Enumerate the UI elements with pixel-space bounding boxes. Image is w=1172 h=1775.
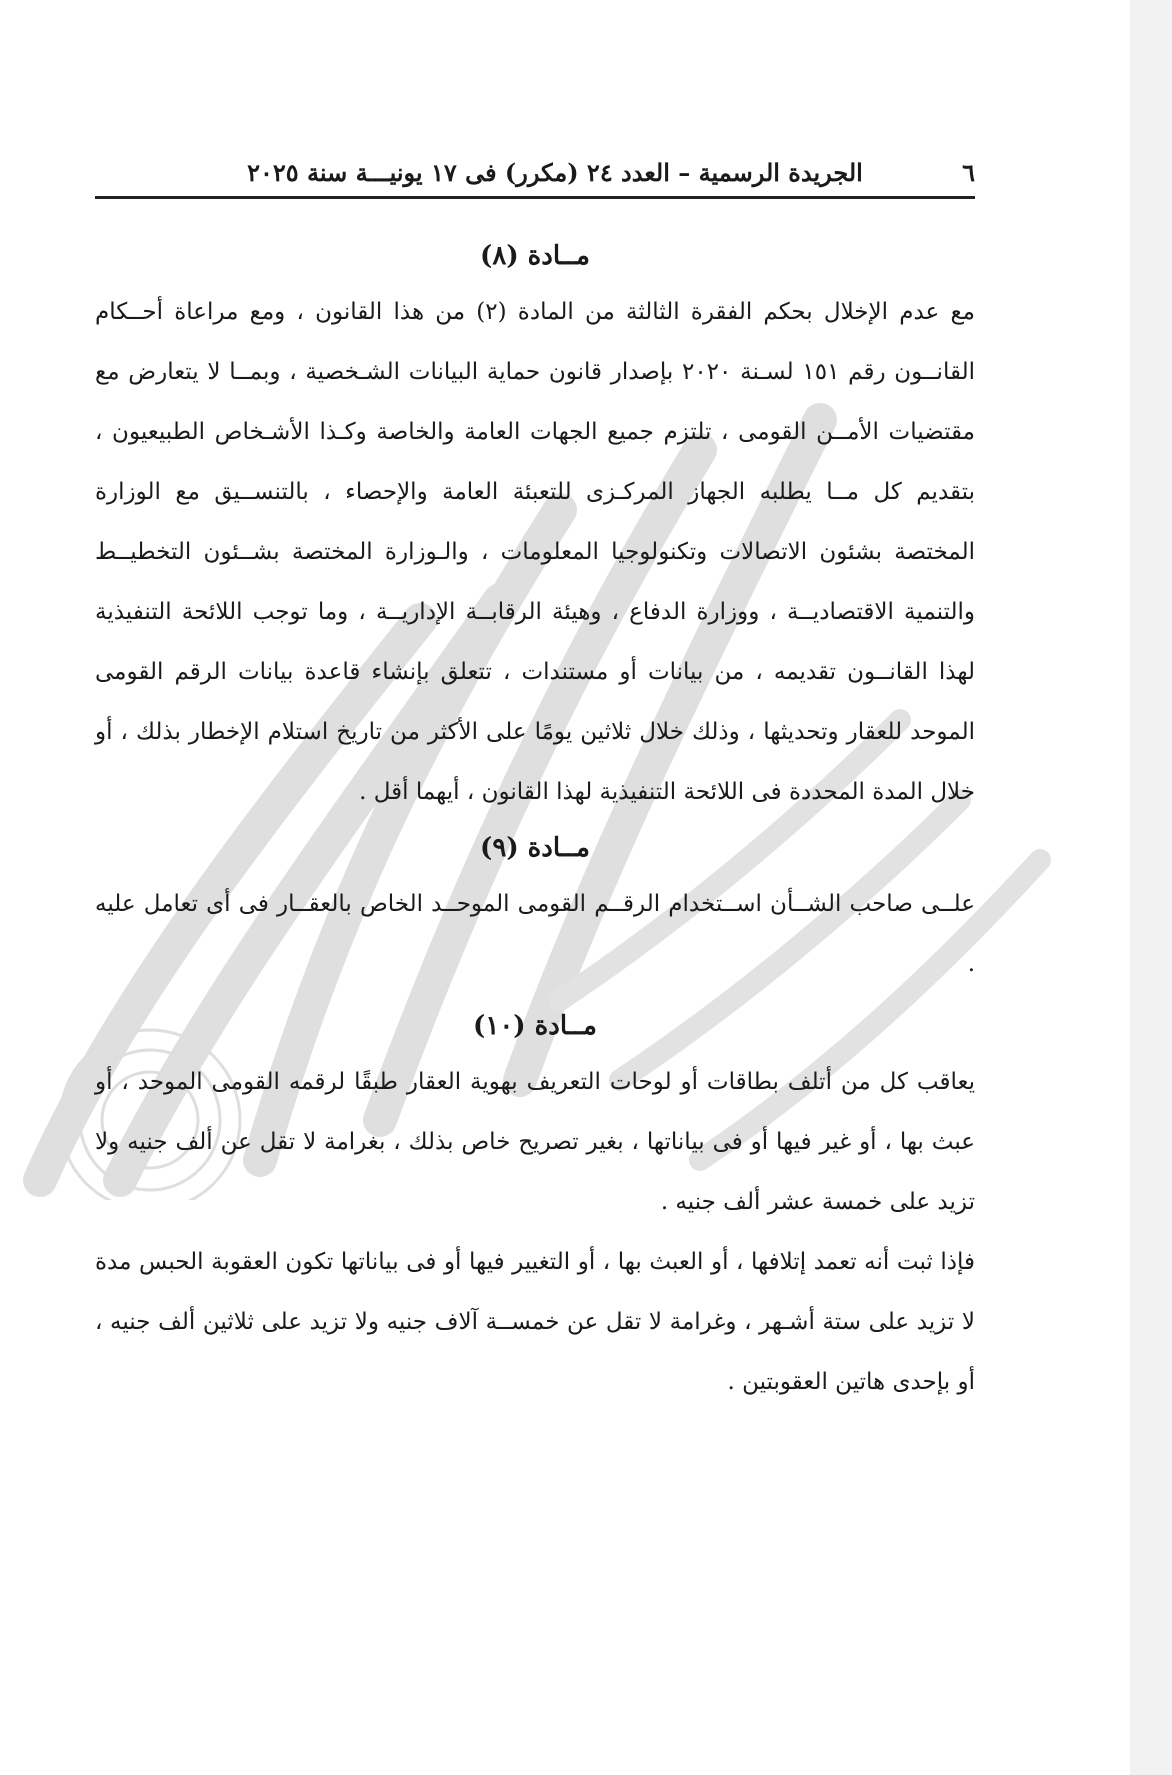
article-10 xyxy=(95,1000,975,1412)
article-paragraph: مع عدم الإخلال بحكم الفقرة الثالثة من المادة (٢) من هذا القانون ، ومع مراعاة أحــكام القانــون رقم ١٥١ لسـنة ٢٠٢٠ بإصدار قانون حماية البيانات الشـخصية ، وبمــا لا يتعارض مع مقتضيات الأمــن القومى ، تلتزم جميع الجهات العامة والخاصة وكـذا الأشـخاص الطبيعيون ، بتقديم كل مــا يطلبه الجهاز المركـزى للتعبئة العامة والإحصاء ، بالتنســيق مع الوزارة المختصة بشئون الاتصالات وتكنولوجيا المعلومات ، والـوزارة المختصة بشــئون التخطيــط والتنمية الاقتصاديــة ، ووزارة الدفاع ، وهيئة الرقابــة الإداريــة ، وما توجب اللائحة التنفيذية لهذا القانــون تقديمه ، من بيانات أو مستندات ، تتعلق بإنشاء قاعدة بيانات الرقم القومى الموحد للعقار وتحديثها ، وذلك خلال ثلاثين يومًا على الأكثر من تاريخ استلام الإخطار بذلك ، أو خلال المدة المحددة فى اللائحة التنفيذية لهذا القانون ، أيهما أقل . xyxy=(95,299,975,805)
article-title: مــادة (٩) xyxy=(480,833,590,863)
article-8 xyxy=(95,230,975,822)
article-title: مــادة (٨) xyxy=(480,241,590,271)
article-paragraph: فإذا ثبت أنه تعمد إتلافها ، أو العبث بها ، أو التغيير فيها أو فى بياناتها تكون العقوبة الحبس مدة لا تزيد على ستة أشـهر ، وغرامة لا تقل عن خمســة آلاف جنيه ولا تزيد على ثلاثين ألف جنيه ، أو بإحدى هاتين العقوبتين . xyxy=(95,1249,975,1395)
article-title: مــادة (١٠) xyxy=(473,1011,597,1041)
gazette-title: الجريدة الرسمية – العدد ٢٤ (مكرر) فى ١٧ يونيـــة سنة ٢٠٢٥ xyxy=(247,157,863,187)
page-number: ٦ xyxy=(962,157,975,187)
article-9 xyxy=(95,822,975,994)
gazette-header xyxy=(95,150,975,194)
page-margin-strip xyxy=(1130,0,1172,1775)
document-body xyxy=(95,230,975,1412)
header-divider xyxy=(95,196,975,199)
article-paragraph: يعاقب كل من أتلف بطاقات أو لوحات التعريف بهوية العقار طبقًا لرقمه القومى الموحد ، أو عبث بها ، أو غير فيها أو فى بياناتها ، بغير تصريح خاص بذلك ، بغرامة لا تقل عن ألف جنيه ولا تزيد على خمسة عشر ألف جنيه . xyxy=(95,1069,975,1215)
article-paragraph: علــى صاحب الشــأن اســتخدام الرقــم القومى الموحــد الخاص بالعقــار فى أى تعامل عليه . xyxy=(95,891,975,977)
